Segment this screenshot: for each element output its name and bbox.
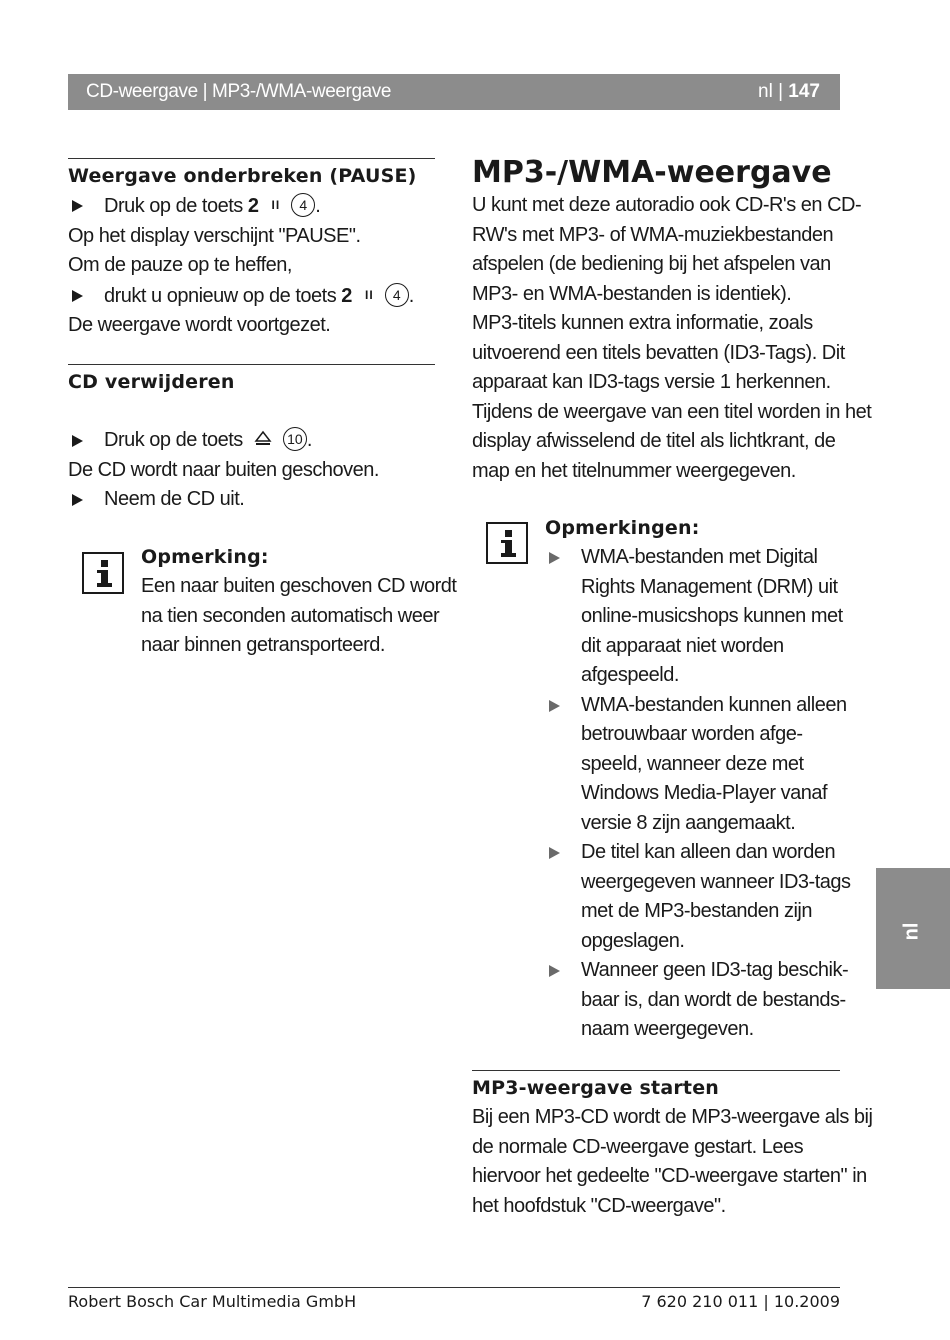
- page-title: MP3-/WMA-weergave: [472, 155, 832, 190]
- body-text: Op het display verschijnt "PAUSE".: [68, 224, 361, 247]
- mp3-start-section: [472, 1070, 873, 1221]
- list-item: Neem de CD uit.: [68, 485, 435, 515]
- key-number-badge: 4: [385, 283, 409, 307]
- key-number-badge: 10: [283, 427, 307, 451]
- body-text: Om de pauze op te heffen,: [68, 254, 292, 276]
- header-section-title: CD-weergave | MP3-/WMA-weergave: [86, 81, 392, 102]
- section-heading-start: MP3-weergave starten: [472, 1077, 720, 1099]
- body-text: De CD wordt naar buiten geschoven.: [68, 458, 379, 481]
- body-text: de normale CD-weergave gestart. Lees: [472, 1135, 804, 1158]
- notes-title: Opmerkingen:: [545, 517, 700, 539]
- bullet-icon: [72, 435, 83, 447]
- intro-line: MP3-titels kunnen extra informatie, zoals: [472, 312, 813, 334]
- footer-doc-number: 7 620 210 011 | 10.2009: [641, 1292, 840, 1311]
- bullet-icon: [549, 700, 560, 712]
- section-heading-pause: Weergave onderbreken (PAUSE): [68, 165, 417, 187]
- intro-line: map en het titelnummer weergegeven.: [472, 459, 796, 482]
- body-text: De weergave wordt voortgezet.: [68, 314, 331, 336]
- list-item: WMA-bestanden kunnen alleen betrouwbaar worden afge- speeld, wanneer deze met Windows Media-Player vanaf versie 8 zijn aangemaakt.: [545, 691, 845, 839]
- intro-line: afspelen (de bediening bij het afspelen van: [472, 253, 831, 275]
- section-heading-remove: CD verwijderen: [68, 371, 235, 393]
- note-box: [141, 543, 457, 661]
- note-line: na tien seconden automatisch weer: [141, 604, 440, 627]
- intro-line: MP3- en WMA-bestanden is identiek).: [472, 282, 792, 305]
- language-side-tab: [876, 868, 950, 989]
- bullet-icon: [549, 965, 560, 977]
- eject-icon: [254, 430, 272, 448]
- list-item: De titel kan alleen dan worden weergegeven wanneer ID3-tags met de MP3-bestanden zijn opgeslagen.: [545, 838, 845, 956]
- pause-icon: II: [271, 198, 281, 212]
- page-header: [68, 74, 840, 110]
- header-lang: nl |: [758, 81, 784, 102]
- left-column: [68, 158, 435, 341]
- bullet-icon: [72, 290, 83, 302]
- key-number-badge: 4: [291, 193, 315, 217]
- list-item: Wanneer geen ID3-tag beschik- baar is, dan wordt de bestands- naam weergegeven.: [545, 956, 845, 1045]
- list-item: Druk op de toets 10 .: [68, 426, 435, 456]
- intro-line: RW's met MP3- of WMA-muziekbestanden: [472, 223, 834, 246]
- info-icon: [82, 552, 124, 594]
- intro-line: U kunt met deze autoradio ook CD-R's en CD-: [472, 194, 862, 216]
- body-text: hiervoor het gedeelte "CD-weergave starten" in: [472, 1165, 867, 1187]
- side-tab-label: nl: [900, 922, 923, 941]
- right-column: [472, 155, 872, 486]
- intro-line: display afwisselend de titel als lichtkrant, de: [472, 430, 836, 452]
- intro-line: uitvoerend een titels bevatten (ID3-Tags). Dit: [472, 341, 845, 364]
- list-item: drukt u opnieuw op de toets 2 II 4 .: [68, 281, 435, 312]
- header-page-number: [758, 81, 820, 103]
- intro-line: Tijdens de weergave van een titel worden in het: [472, 400, 872, 423]
- body-text: Bij een MP3-CD wordt de MP3-weergave als bij: [472, 1106, 873, 1128]
- body-text: het hoofdstuk "CD-weergave".: [472, 1194, 726, 1217]
- list-item: WMA-bestanden met Digital Rights Management (DRM) uit online-musicshops kunnen met dit apparaat niet worden afgespeeld.: [545, 543, 845, 691]
- page-number: 147: [788, 81, 820, 102]
- bullet-icon: [72, 200, 83, 212]
- notes-box: [545, 514, 851, 1045]
- bullet-icon: [549, 847, 560, 859]
- bullet-icon: [72, 494, 83, 506]
- cd-remove-section: [68, 364, 435, 515]
- footer-divider: [68, 1287, 840, 1288]
- note-title: Opmerking:: [141, 546, 269, 568]
- bullet-icon: [549, 552, 560, 564]
- footer-company: Robert Bosch Car Multimedia GmbH: [68, 1292, 357, 1311]
- pause-icon: II: [364, 287, 374, 302]
- intro-line: apparaat kan ID3-tags versie 1 herkennen.: [472, 371, 831, 393]
- info-icon: [486, 522, 528, 564]
- note-line: Een naar buiten geschoven CD wordt: [141, 575, 457, 597]
- list-item: Druk op de toets 2 II 4 .: [68, 191, 435, 222]
- note-line: naar binnen getransporteerd.: [141, 634, 385, 656]
